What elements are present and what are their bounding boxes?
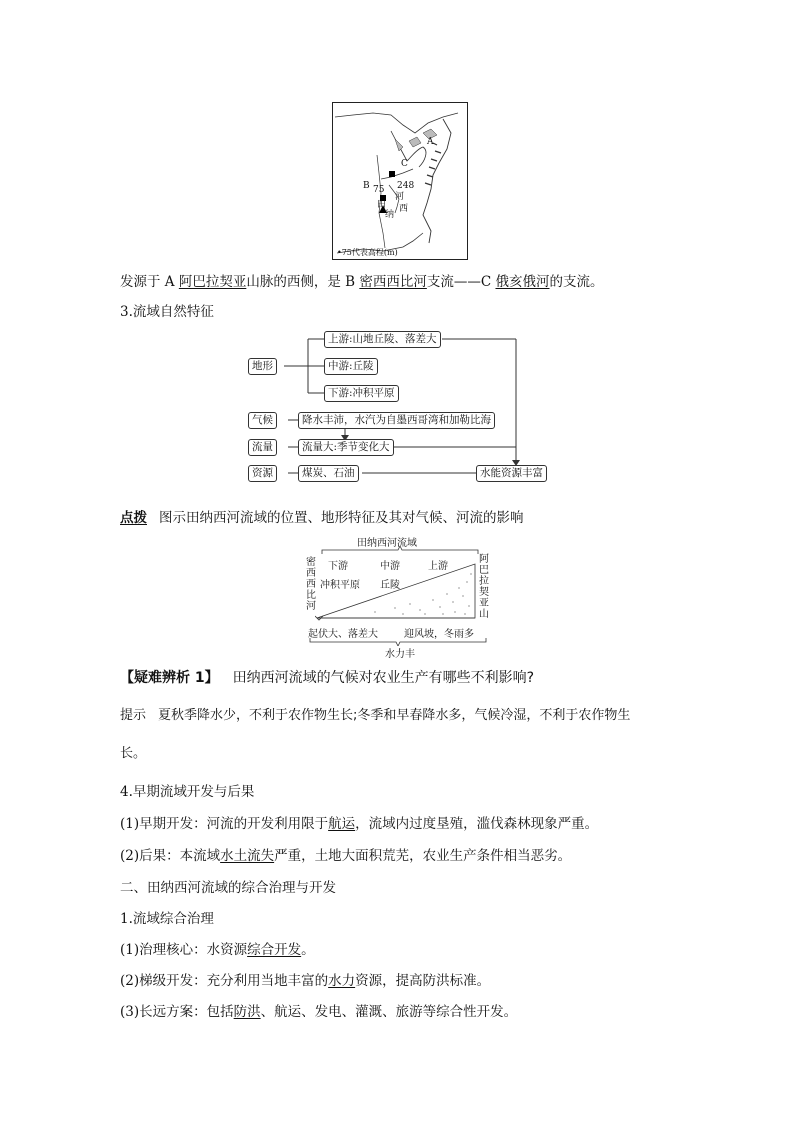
label-relief: 起伏大、落差大 — [308, 629, 378, 640]
section-brace — [320, 546, 480, 556]
label-mississippi: 密西西比河 — [306, 557, 316, 612]
item-text: (1)治理核心：水资源 — [120, 942, 248, 958]
hint-text: 夏秋季降水少，不利于农作物生长;冬季和早春降水多，气候冷湿，不利于农作物生 — [158, 708, 631, 723]
section-title: 田纳西河流域 — [357, 538, 417, 549]
sub1-item3 — [120, 1000, 517, 1020]
answer-c: 俄亥俄河 — [495, 274, 550, 290]
diagram-connectors — [240, 328, 560, 488]
hydro-box: 水能资源丰富 — [476, 465, 547, 482]
question-text: 田纳西河流域的气候对农业生产有哪些不利影响? — [232, 670, 535, 686]
climate-desc-box: 降水丰沛，水汽为自墨西哥湾和加勒比海 — [298, 412, 495, 429]
section4-title: 4.早期流域开发与后果 — [120, 784, 255, 800]
source-suffix: 的支流。 — [549, 274, 604, 290]
item-text: (2)后果：本流域 — [120, 848, 221, 864]
answer-flood-control: 防洪 — [233, 1004, 261, 1020]
answer-comprehensive-development: 综合开发 — [247, 942, 302, 958]
map-caption: •75代表高程(m) — [337, 248, 398, 257]
section4-item1 — [120, 812, 598, 832]
tennessee-map — [332, 102, 468, 260]
middle-reach-box: 中游:丘陵 — [324, 358, 378, 375]
label-middle-reach: 中游 — [380, 561, 400, 572]
item-text: (1)早期开发：河流的开发利用限于 — [120, 816, 329, 832]
map-river-char: 田 — [377, 200, 387, 210]
map-label-c: C — [401, 159, 408, 169]
sub1-item2 — [120, 969, 490, 989]
answer-hydropower: 水力 — [328, 973, 356, 989]
tip-line — [120, 506, 524, 526]
question-1 — [120, 667, 534, 687]
section3-title: 3.流域自然特征 — [120, 304, 214, 320]
source-sentence — [120, 270, 603, 290]
section4-item2 — [120, 844, 571, 864]
map-label-a: A — [427, 137, 434, 147]
tip-label: 点拨 — [120, 510, 147, 526]
label-appalachian: 阿巴拉契亚山 — [479, 554, 489, 620]
label-hills: 丘陵 — [380, 580, 400, 591]
label-hydropower: 水力丰 — [385, 649, 415, 660]
item-text: ，流域内过度垦殖，滥伐森林现象严重。 — [355, 816, 599, 832]
map-river-char: 西 — [399, 204, 409, 214]
label-upper-reach: 上游 — [428, 561, 448, 572]
map-river-char: 河 — [395, 192, 405, 202]
item-text: 资源，提高防洪标准。 — [355, 973, 491, 989]
upper-reach-box: 上游:山地丘陵、落差大 — [324, 331, 441, 348]
part2-title: 二、田纳西河流域的综合治理与开发 — [120, 880, 336, 896]
answer-navigation: 航运 — [328, 816, 356, 832]
flow-desc-box: 流量大:季节变化大 — [298, 439, 394, 456]
item-text: 、航运、发电、灌溉、旅游等综合性开发。 — [260, 1004, 518, 1020]
label-lower-reach: 下游 — [328, 561, 348, 572]
item-text: 。 — [301, 942, 315, 958]
hint-line-2: 长。 — [120, 746, 147, 761]
item-text: (2)梯级开发：充分利用当地丰富的 — [120, 973, 329, 989]
question-label: 【疑难辨析 1】 — [120, 670, 219, 686]
source-mid1: 山脉的西侧，是 B — [246, 274, 360, 290]
sub1-title: 1.流域综合治理 — [120, 911, 214, 927]
answer-a: 阿巴拉契亚 — [178, 274, 247, 290]
map-label-b: B — [363, 181, 370, 191]
item-text: 严重，土地大面积荒芜，农业生产条件相当恶劣。 — [274, 848, 572, 864]
lower-reach-box: 下游:冲积平原 — [324, 385, 399, 402]
tip-text: 图示田纳西河流域的位置、地形特征及其对气候、河流的影响 — [159, 510, 524, 526]
map-elev-248: 248 — [397, 181, 415, 191]
map-river-char: 纳 — [385, 210, 395, 220]
item-text: (3)长远方案：包括 — [120, 1004, 234, 1020]
label-windward: 迎风坡，冬雨多 — [404, 629, 474, 640]
terrain-profile-graphic — [315, 560, 477, 622]
resources-box: 资源 — [248, 465, 277, 482]
sub1-item1 — [120, 938, 315, 958]
source-mid2: 支流——C — [426, 274, 496, 290]
answer-b: 密西西比河 — [359, 274, 427, 290]
hint-label: 提示 — [120, 708, 147, 723]
terrain-box: 地形 — [248, 358, 277, 375]
label-plain: 冲积平原 — [320, 580, 360, 591]
hint-line-1 — [120, 704, 630, 723]
climate-box: 气候 — [248, 412, 277, 429]
answer-soil-erosion: 水土流失 — [220, 848, 275, 864]
map-elev-75: 75 — [373, 185, 385, 195]
resources-desc-box: 煤炭、石油 — [298, 465, 359, 482]
source-prefix: 发源于 A — [120, 274, 179, 290]
flow-box: 流量 — [248, 439, 277, 456]
